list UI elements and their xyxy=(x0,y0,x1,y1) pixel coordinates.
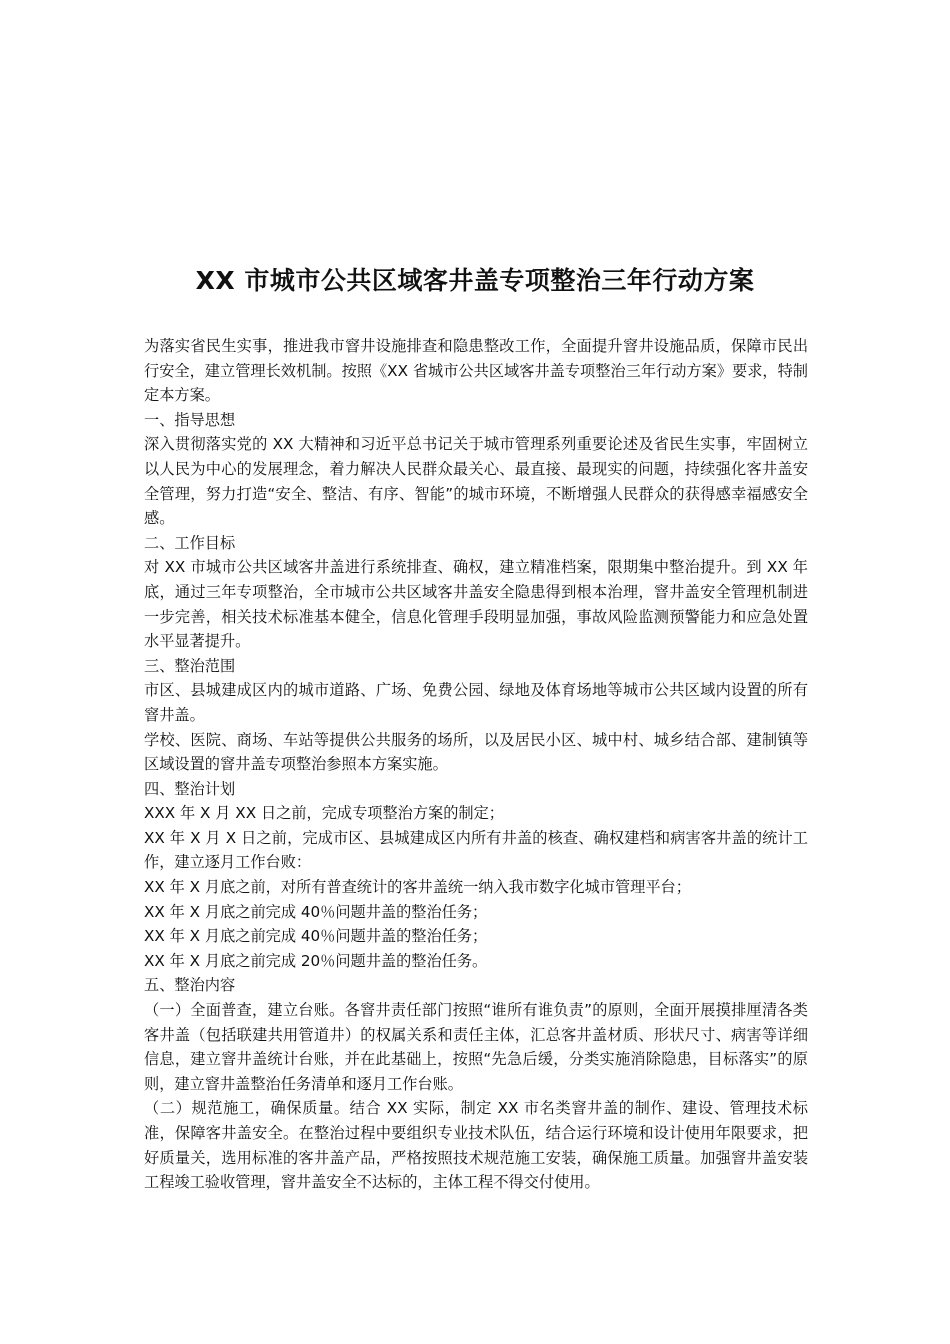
scope-reference-paragraph: 学校、医院、商场、车站等提供公共服务的场所，以及居民小区、城中村、城乡结合部、建制镇等区域设置的窨井盖专项整治参照本方案实施。 xyxy=(144,730,808,774)
intro-paragraph: 为落实省民生实事，推进我市窨井设施排查和隐患整改工作，全面提升窨井设施品质，保障市民出行安全，建立管理长效机制。按照《XX 省城市公共区域客井盖专项整治三年行动方案》要求，特制定本方案。 xyxy=(144,337,808,405)
section-heading-plan: 四、整治计划 xyxy=(144,779,236,798)
scope-paragraph: 市区、县城建成区内的城市道路、广场、免费公园、绿地及体育场地等城市公共区域内设置的所有窨井盖。 xyxy=(144,681,808,724)
content-paragraph-construction: （二）规范施工，确保质量。结合 XX 实际，制定 XX 市名类窨井盖的制作、建设、管理技术标准，保障客井盖安全。在整治过程中要组织专业技术队伍，结合运行环境和设计使用年限要求，把好质量关，选用标准的客井盖产品，严格按照技术规范施工安装，确保施工质量。加强窨井盖安装工程竣工验收管理，窨井盖安全不达标的，主体工程不得交付使用。 xyxy=(144,1099,808,1192)
section-heading-work-goals: 二、工作目标 xyxy=(144,533,236,552)
plan-item: XX 年 X 月底之前，对所有普查统计的客井盖统一纳入我市数字化城市管理平台； xyxy=(144,878,691,897)
plan-item: XX 年 X 月底之前完成 40％问题井盖的整治任务； xyxy=(144,902,488,921)
plan-item: XX 年 X 月底之前完成 20％问题井盖的整治任务。 xyxy=(144,951,488,970)
document-title: XX 市城市公共区域客井盖专项整治三年行动方案 xyxy=(195,265,755,295)
document-body xyxy=(144,334,808,1195)
guiding-ideology-paragraph: 深入贯彻落实党的 XX 大精神和习近平总书记关于城市管理系列重要论述及省民生实事，牢固树立以人民为中心的发展理念，着力解决人民群众最关心、最直接、最现实的问题，持续强化客井盖安全管理，努力打造“安全、整洁、有序、智能”的城市环境，不断增强人民群众的获得感幸福感安全感。 xyxy=(144,435,808,528)
plan-item: XX 年 X 月底之前完成 40％问题井盖的整治任务； xyxy=(144,927,488,946)
plan-item: XX 年 X 月 X 日之前，完成市区、县城建成区内所有井盖的核查、确权建档和病害客井盖的统计工作，建立逐月工作台败： xyxy=(144,828,808,872)
plan-item: XXX 年 X 月 XX 日之前，完成专项整治方案的制定； xyxy=(144,804,504,823)
section-heading-guiding-ideology: 一、指导思想 xyxy=(144,410,236,429)
section-heading-scope: 三、整治范围 xyxy=(144,656,236,675)
content-paragraph-census: （一）全面普查，建立台账。各窨井责任部门按照“谁所有谁负责”的原则，全面开展摸排厘清各类客井盖（包括联建共用管道井）的权属关系和责任主体，汇总客井盖材质、形状尺寸、病害等详细信息，建立窨井盖统计台账，并在此基础上，按照“先急后缓，分类实施消除隐患，目标落实”的原则，建立窨井盖整治任务清单和逐月工作台账。 xyxy=(144,1001,808,1093)
work-goals-paragraph: 对 XX 市城市公共区域客井盖进行系统排查、确权，建立精准档案，限期集中整治提升。到 XX 年底，通过三年专项整治，全市城市公共区域客井盖安全隐患得到根本治理，窨井盖安全管理机制进一步完善，相关技术标准基本健全，信息化管理手段明显加强，事故风险监测预警能力和应急处置水平显著提升。 xyxy=(144,558,808,651)
section-heading-content: 五、整治内容 xyxy=(144,976,236,995)
